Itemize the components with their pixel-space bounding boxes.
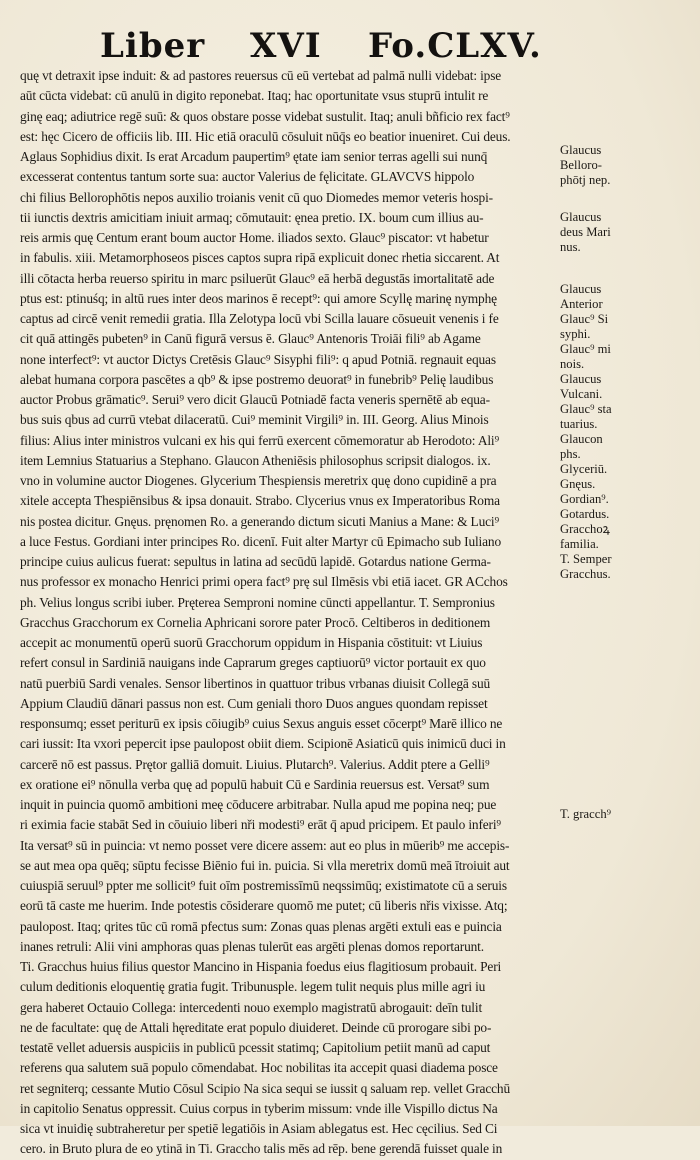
text-line: ex oratione ei⁹ nōnulla verba quę ad populū habuit Cū e Sardinia reuersus est. Versat⁹ sum (20, 776, 490, 792)
text-line: illi cōtacta herba reuerso spiritu in marc psiluerūt Glauc⁹ eā herbā degustās imortalitatē ade (20, 270, 495, 286)
text-line: ri eximia facie stabāt Sed in cōuiuio liberi nři modesti⁹ erāt q̄ apud pricipem. Et paulo inferi⁹ (20, 817, 501, 833)
header-liber: Liber (100, 26, 206, 66)
text-line: vno in volumine auctor Diogenes. Glycerium Thespiensis meretrix quę dono cupidinē a pra (20, 473, 497, 488)
text-line: Aglaus Sophidius dixit. Is erat Arcadum paupertim⁹ ętate iam senior terras agelli sui nunq̄ (20, 149, 488, 164)
header-volume: XVI (250, 26, 322, 66)
text-line: carcerē nō est passus. Prętor galliā domuit. Liuius. Plutarch⁹. Valerius. Addit ptere a Gelli⁹ (20, 756, 490, 772)
text-line: se aut mea opa quēq; sūptu fecisse Biēnio fui in. puicia. Si vlla meretrix domū meā ītroiuit aut (20, 857, 510, 873)
text-line: referens qua salutem suā populo cōmendabat. Hoc nobilitas ita accepit quasi diadema posce (20, 1060, 498, 1076)
text-line: none interfect⁹: vt auctor Dictys Cretēsis Glauc⁹ Sisyphi fili⁹: q apud Potniā. regnauit equas (20, 351, 496, 367)
text-line: in capitolio Senatus oppressit. Cuius corpus in tyberim missum: vnde ille Vispillo dictus Na (20, 1100, 498, 1116)
text-line: aūt cūcta videbat: cū anulū in digito reponebat. Itaq; hac oportunitate vsus stuprū intulit re (20, 88, 489, 104)
text-line: captus ad circē venit remedii gratia. Illa Zelotypa locū vbi Scilla lauare cōsueuit venenis i fe (20, 311, 499, 326)
text-line: principe cuius aulicus fuerat: sepultus in latina ad secūdū lapidē. Gotardus natione Germa- (20, 554, 491, 569)
text-line: reis armis quę Centum erant boum auctor Home. iliados sexto. Glauc⁹ piscator: vt habetur (20, 230, 489, 245)
margin-note-t-gracchus: T. gracch⁹ (560, 807, 612, 821)
text-line: cero. in Bruto plura de eo ytinā in Ti. Graccho talis mēs ad rēp. bene gerendā fuisset quale in (20, 1141, 503, 1157)
text-line: item Lemnius Statuarius a Stephano. Glaucon Atheniēsis philosophus scripsit dialogos. ix. (20, 452, 491, 468)
text-line: bus suis qbus ad currū vtebat dilaceratū. Cui⁹ meminit Virgili⁹ in. III. Georg. Alius Minois (20, 412, 489, 428)
text-line: est: hęc Cicero de officiis lib. III. Hic etiā oraculū cōsuluit nūq̄s eo beatior inueniret. Cui deus. (20, 128, 511, 144)
text-line: in fabulis. xiii. Metamorphoseos pisces captos supra ripā explicuit donec rhetia siccarent. At (20, 250, 500, 266)
text-line: cuiuspiā seruul⁹ ppter me sollicit⁹ fuit oīm postremissīmū neqssimūq; existimatote cū a seruis (20, 878, 507, 893)
text-line: nis postea dicitur. Gnęus. pręnomen Ro. a generando dictum sicuti Manius a Mane: & Luci⁹ (20, 513, 500, 529)
text-line: eorū tā caste me huerim. Inde potestis cōsiderare quomō me putet; cū liberis nřis vixisse. Atq; (20, 898, 508, 914)
text-line: accepit ac monumentū operū suorū Gracchorum oppidum in Hispania cōstituit: vt Liuius (20, 635, 483, 650)
text-line: Ita versat⁹ sū in puincia: vt nemo posset vere dicere assem: aut eo plus in mūerib⁹ me accepis- (20, 837, 510, 853)
text-line: ph. Velius longus scribi iuber. Pręterea Semproni nomine cūncti appellantur. T. Sempronius (20, 594, 495, 610)
text-line: Appium Claudiū dānari passus non est. Cum geniali thoro Duos angues quondam repisset (20, 695, 488, 711)
text-line: gera haberet Octauio Collega: intercedenti nouo exemplo magistratū abrogauit: deīn tulit (20, 999, 483, 1015)
text-line: culum deditionis eloquentię gratia fugit. Tribunusple. legem tulit nequis plus mille agri iu (20, 979, 486, 995)
text-line: refert consul in Sardiniā nauigans inde Caprarum greges captiuorū⁹ victor portauit ex quo (20, 655, 486, 671)
text-line: responsumq; esset periturū ex ipsis cōiugib⁹ cuius Sexus anguis esset cōcerpt⁹ Marē illico ne (20, 716, 503, 731)
text-line: excesserat contentus tantum sorte sua: auctor Valerius de fęlicitate. GLAVCVS hippolo (20, 169, 475, 185)
text-line: Gracchus Gracchorum ex Cornelia Aphricani sorore pater Procō. Celtiberos in deditionem (20, 614, 491, 630)
text-line: chi filius Bellorophōtis nepos auxilio troianis venit cū quo Diomedes memor veteris hospi- (20, 189, 493, 205)
text-line: testatē vellet aduersis auspiciis in publicū pcessit statimq; Capitolium petiit manū ad caput (20, 1040, 491, 1055)
text-line: ret segniterq; cessante Mutio Cōsul Scipio Na sica sequi se iussit q saluam rep. vellet Gracchū (20, 1080, 511, 1096)
text-line: inanes retruli: Alii vini amphoras quas plenas tulerūt eas argēti plenas domos reportarunt. (20, 938, 484, 954)
text-line: alebat humana corpora pascētes a qb⁹ & ipse postremo deuorat⁹ in funebrib⁹ Pelię laudibus (20, 371, 494, 387)
text-line: auctor Probus grāmatic⁹. Serui⁹ vero dicit Glaucū Potniadē facta veneris spernētē ab equa- (20, 392, 490, 407)
text-line: xitele accepta Thespiēnsibus & ipsa donauit. Strabo. Clycerius vnus ex Imperatoribus Roma (20, 493, 500, 509)
text-line: tii iunctis dextris amicitiam iniuit armaq; cōmutauit: ęnea pretio. IX. boum cum illius au- (20, 209, 484, 225)
text-line: a luce Festus. Gordiani inter principes Ro. dicenī. Fuit alter Martyr cū Epimacho sub Iuliano (20, 533, 502, 549)
header-folio: Fo.CLXV. (368, 26, 542, 66)
text-line: inquit in puincia quomō ambitioni meę cōducere arbitrabar. Nulla apud me popina neq; pue (20, 797, 497, 812)
margin-note-glaucus-list: Glaucus Anterior Glauc⁹ Si syphi. Glauc⁹ mi nois. Glaucus Vulcani. Glauc⁹ sta tuarius. Glaucon phs. Glyceriū. Gnęus. Gordian⁹. Gotardus. Gracchoꝝ familia. T. Semper Gracchus. (560, 282, 612, 581)
margin-note-glaucus-deus-marinus: Glaucus deus Mari nus. (560, 210, 611, 254)
margin-note-glaucus-bellorophontis: Glaucus Belloro- phōtj nep. (560, 143, 611, 187)
text-line: paulopost. Itaq; qrites tūc cū romā pfectus sum: Zonas quas plenas argēti extuli eas e puincia (20, 918, 502, 934)
text-line: sica vt inuidię subtraheretur per spetiē legatiōis in Asiam ablegatus est. Hec cęcilius. Sed Ci (20, 1121, 498, 1136)
text-line: nus professor ex monacho Henrici primi opera fact⁹ prę sul Ilmēsis vbi etiā iacet. GR ACchos (20, 574, 508, 590)
main-text-column (20, 66, 552, 1160)
text-line: filius: Alius inter ministros vulcani ex his qui ferrū exercent cōmemoratur ab Herodoto: Ali⁹ (20, 432, 499, 448)
text-line: Ti. Gracchus huius filius questor Mancino in Hispania foedus eius flagitiosum probauit. Peri (20, 959, 502, 974)
text-line: ne de facultate: quę de Attali hęreditate erat populo diuideret. Deinde cū prorogare sibi po- (20, 1019, 492, 1035)
text-line: ptus est: ptinuśq; in altū rues inter deos marinos ē recept⁹: qui amore Scyllę marinę nymphę (20, 290, 497, 306)
text-line: natū puerbiū Sardi venales. Sensor libertinos in quattuor tribus vrbanas diuisit Collegā suū (20, 675, 491, 691)
text-line: ginę eaq; adiutrice regē suū: & quos obstare posse videbat sustulit. Itaq; anuli bñficio rex fact⁹ (20, 108, 510, 124)
text-line: cari iussit: Ita vxori pepercit ipse paulopost obiit diem. Scipionē Asiaticū quis inimicū duci in (20, 736, 506, 752)
text-line: quę vt detraxit ipse induit: & ad pastores reuersus cū eū vertebat ad palmā nulli videbat: ipse (20, 68, 502, 83)
text-line: cit quā attingēs pubeten⁹ in Canū figurā versus ē. Glauc⁹ Antenoris Troiāi fili⁹ ab Agame (20, 331, 481, 347)
